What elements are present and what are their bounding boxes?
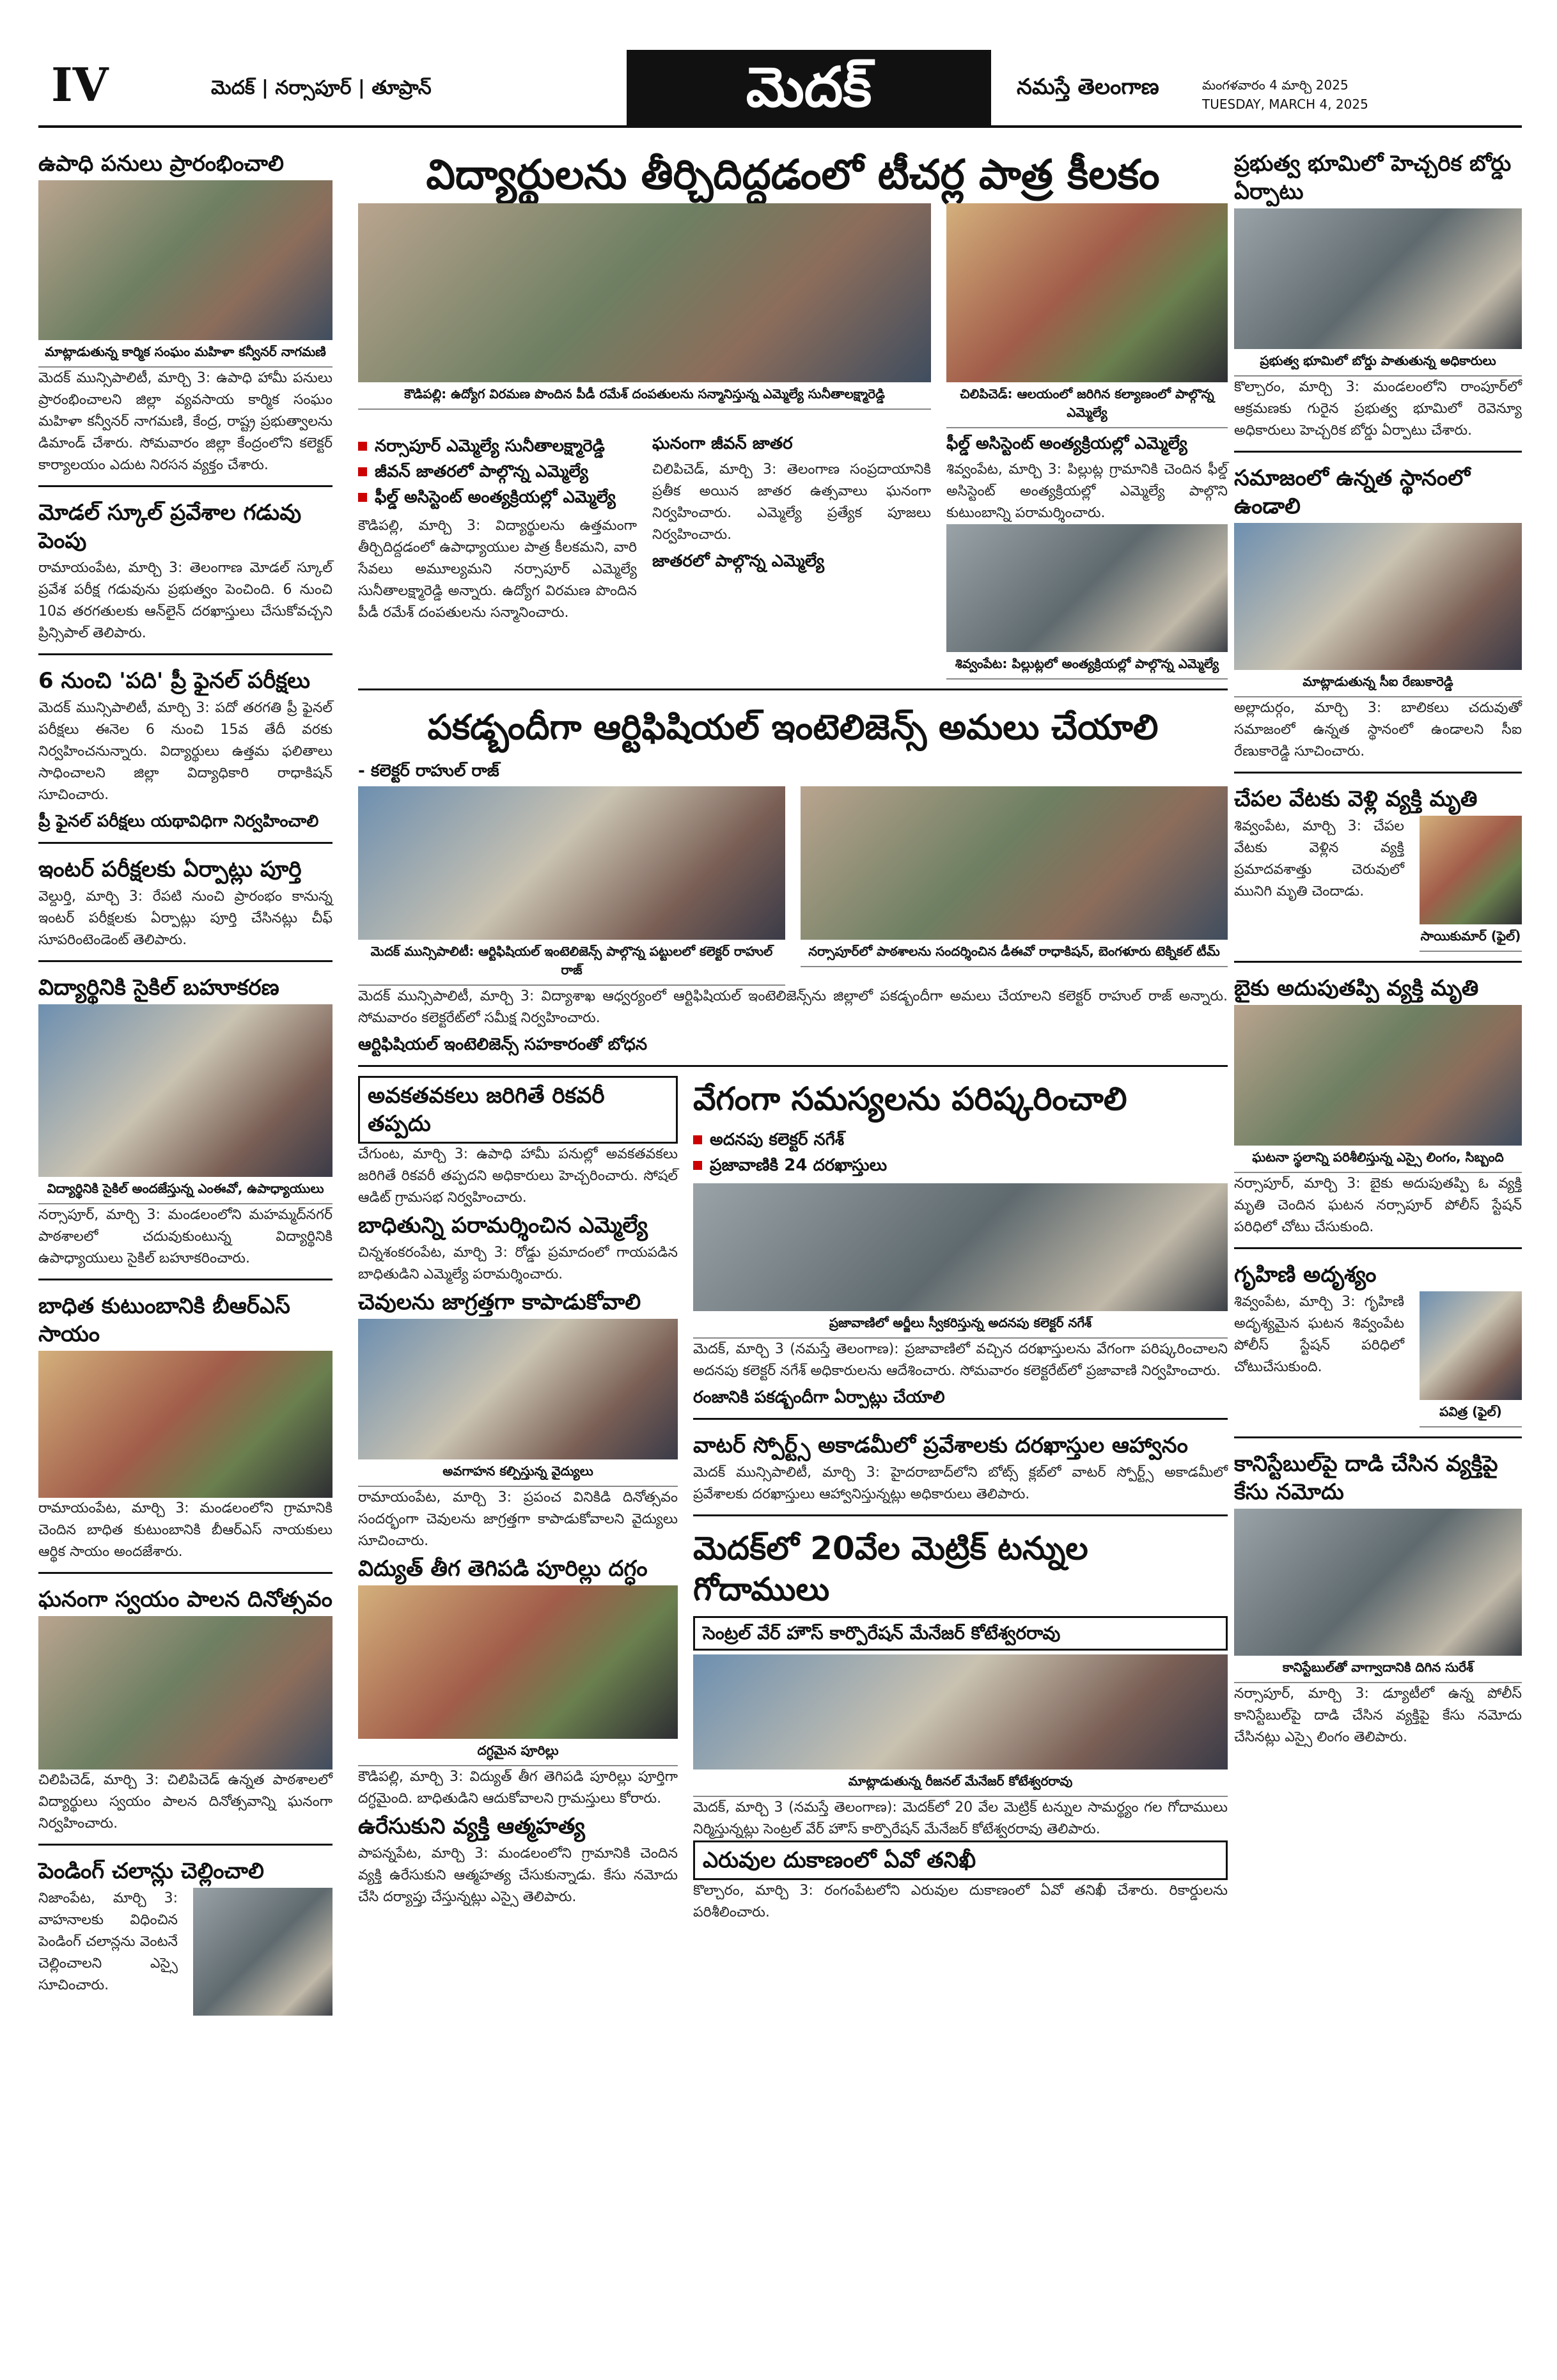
- divider: [1234, 451, 1522, 453]
- article-subhead: జాతరలో పాల్గొన్న ఎమ్మెల్యే: [652, 552, 825, 571]
- dateline: [1202, 75, 1368, 114]
- text-block: [358, 428, 637, 680]
- article-body: చిలిపిచెడ్, మార్చి 3: తెలంగాణ సంప్రదాయానికి ప్రతీక అయిన జాతర ఉత్సవాలు ఘనంగా నిర్వహించారు. ఎమ్మెల్యే ప్రత్యేక పూజలు నిర్వహించారు.: [652, 462, 931, 543]
- masthead: [38, 45, 1522, 128]
- article-body: శివ్వంపేట, మార్చి 3: చేపల వేటకు వెళ్లిన వ్యక్తి ప్రమాదవశాత్తు చెరువులో మునిగి మృతి చెందాడు.: [1234, 818, 1404, 899]
- article-body: మెదక్ మున్సిపాలిటీ, మార్చి 3: పదో తరగతి ప్రీ ఫైనల్ పరీక్షలు ఈనెల 6 నుంచి 15వ తేదీ వరకు నిర్వహించనున్నారు. విద్యార్థులు ఉత్తమ ఫలితాలు సాధించాలని జిల్లా విద్యాధికారి రాధాకిషన్ సూచించారు.: [38, 700, 333, 803]
- photo-caption: మాట్లాడుతున్న రీజనల్ మేనేజర్ కోటేశ్వరరావు: [693, 1769, 1228, 1797]
- article-body: శివ్వంపేట, మార్చి 3: పిల్లుట్ల గ్రామానికి చెందిన ఫీల్డ్ అసిస్టెంట్ అంత్యక్రియల్లో ఎమ్మెల్యే పాల్గొని కుటుంబాన్ని పరామర్శించారు.: [946, 462, 1228, 521]
- highlight-item: అదనపు కలెక్టర్ నగేశ్: [693, 1127, 1228, 1153]
- news-photo: [946, 203, 1228, 382]
- photo-caption: ప్రజావాణిలో అర్జీలు స్వీకరిస్తున్న అదనపు కలెక్టర్ నగేశ్: [693, 1311, 1228, 1339]
- divider: [1234, 1247, 1522, 1249]
- news-photo: [38, 1351, 333, 1498]
- page-number: IV: [51, 58, 109, 112]
- article-headline: గృహిణి అదృశ్యం: [1234, 1262, 1377, 1287]
- article-subhead: ప్రీ ఫైనల్ పరీక్షలు యథావిధిగా నిర్వహించాలి: [38, 812, 319, 831]
- article-headline: చేపల వేటకు వెళ్లి వ్యక్తి మృతి: [1234, 786, 1478, 812]
- date-english: TUESDAY, MARCH 4, 2025: [1202, 97, 1368, 112]
- article-headline: పకడ్బందీగా ఆర్టిఫిషియల్ ఇంటెలిజెన్స్ అమలు చేయాలి: [427, 707, 1159, 747]
- news-photo: [693, 1183, 1228, 1311]
- article-body: రామాయంపేట, మార్చి 3: ప్రపంచ వినికిడి దినోత్సవం సందర్భంగా చెవులను జాగ్రత్తగా కాపాడుకోవాలని వైద్యులు సూచించారు.: [358, 1489, 678, 1549]
- photo-caption: దగ్ధమైన పూరిల్లు: [358, 1739, 678, 1766]
- middle-column: [358, 147, 1228, 1924]
- divider: [38, 960, 333, 962]
- news-photo: [358, 786, 785, 940]
- photo-caption: మాట్లాడుతున్న సీఐ రేణుకారెడ్డి: [1234, 670, 1522, 697]
- article-headline: వాటర్ స్పోర్ట్స్ అకాడమీలో ప్రవేశాలకు దరఖాస్తుల ఆహ్వానం: [693, 1433, 1188, 1458]
- text-block: [652, 428, 931, 680]
- article-headline: ఎరువుల దుకాణంలో ఏవో తనిఖీ: [693, 1840, 1228, 1880]
- article-body: రామాయంపేట, మార్చి 3: తెలంగాణ మోడల్ స్కూల్ ప్రవేశ పరీక్ష గడువును ప్రభుత్వం పెంచింది. 6 నుంచి 10వ తరగతులకు ఆన్‌లైన్ దరఖాస్తులు చేసుకోవచ్చని ప్రిన్సిపాల్ తెలిపారు.: [38, 560, 333, 641]
- article-subhead: ఫీల్డ్ అసిస్టెంట్ అంత్యక్రియల్లో ఎమ్మెల్యే: [946, 434, 1187, 453]
- article-subhead: సెంట్రల్ వేర్ హౌస్ కార్పొరేషన్ మేనేజర్ కోటేశ్వరరావు: [693, 1616, 1228, 1651]
- article-body: అల్లాదుర్గం, మార్చి 3: బాలికలు చదువుతో సమాజంలో ఉన్నత స్థానంలో ఉండాలని సీఐ రేణుకారెడ్డి సూచించారు.: [1234, 700, 1522, 759]
- photo-block: [801, 786, 1228, 986]
- news-photo: [358, 1585, 678, 1739]
- news-photo: [38, 1616, 333, 1769]
- news-photo: [1234, 523, 1522, 670]
- divider: [693, 1514, 1228, 1516]
- news-photo: [38, 180, 333, 340]
- divider: [358, 1065, 1228, 1067]
- highlights-list: [693, 1127, 1228, 1178]
- divider: [38, 1572, 333, 1574]
- article-headline: పెండింగ్ చలాన్లు చెల్లించాలి: [38, 1858, 264, 1884]
- photo-caption: సాయికుమార్ (ఫైల్): [1420, 924, 1522, 952]
- article-headline: బైకు అదుపుతప్పి వ్యక్తి మృతి: [1234, 976, 1479, 1001]
- divider: [1234, 772, 1522, 774]
- article-body: నిజాంపేట, మార్చి 3: వాహనాలకు విధించిన పెండింగ్ చలాన్లను వెంటనే చెల్లించాలని ఎస్సై సూచించారు.: [38, 1890, 178, 1993]
- article-headline: మోడల్ స్కూల్ ప్రవేశాల గడువు పెంపు: [38, 500, 302, 554]
- highlight-item: నర్సాపూర్ ఎమ్మెల్యే సునీతాలక్ష్మారెడ్డి: [358, 433, 637, 459]
- highlight-item: ప్రజావాణికి 24 దరఖాస్తులు: [693, 1153, 1228, 1178]
- section-brand: మెదక్: [627, 50, 991, 125]
- article-body: చిన్నశంకరంపేట, మార్చి 3: రోడ్డు ప్రమాదంలో గాయపడిన బాధితుడిని ఎమ్మెల్యే పరామర్శించారు.: [358, 1245, 678, 1282]
- article-headline: ఇంటర్ పరీక్షలకు ఏర్పాట్లు పూర్తి: [38, 857, 302, 882]
- byline: - కలెక్టర్ రాహుల్ రాజ్: [358, 761, 499, 781]
- article-headline: మెదక్‌లో 20వేల మెట్రిక్ టన్నుల గోదాములు: [693, 1530, 1088, 1608]
- divider: [693, 1418, 1228, 1420]
- article-headline: కానిస్టేబుల్‌పై దాడి చేసిన వ్యక్తిపై కేసు నమోదు: [1234, 1451, 1498, 1505]
- news-photo: [1234, 1509, 1522, 1656]
- article-headline: విద్యుత్ తీగ తెగిపడి పూరిల్లు దగ్ధం: [358, 1556, 648, 1582]
- photo-block: [1420, 1291, 1522, 1427]
- divider: [38, 485, 333, 487]
- article-headline: వేగంగా సమస్యలను పరిష్కరించాలి: [693, 1080, 1127, 1117]
- photo-caption: శివ్వంపేట: పిల్లుట్లలో అంత్యక్రియల్లో పాల్గొన్న ఎమ్మెల్యే: [946, 652, 1228, 680]
- divider: [1234, 1436, 1522, 1438]
- article-body: మెదక్ మున్సిపాలిటీ, మార్చి 3: హైదరాబాద్‌లోని బోట్స్ క్లబ్‌లో వాటర్ స్పోర్ట్స్ అకాడమీలో ప్రవేశాలకు దరఖాస్తులు ఆహ్వానిస్తున్నట్లు అధికారులు తెలిపారు.: [693, 1465, 1228, 1502]
- article-body: కొల్చారం, మార్చి 3: రంగంపేటలోని ఎరువుల దుకాణంలో ఏవో తనిఖీ చేశారు. రికార్డులను పరిశీలించారు.: [693, 1883, 1228, 1920]
- article-body: మెదక్, మార్చి 3 (నమస్తే తెలంగాణ): ప్రజావాణిలో వచ్చిన దరఖాస్తులను వేగంగా పరిష్కరించాలని అదనపు కలెక్టర్ నగేశ్ అధికారులను ఆదేశించారు. సోమవారం కలెక్టరేట్‌లో ప్రజావాణి నిర్వహించారు.: [693, 1341, 1228, 1379]
- photo-caption: చిలిపిచెడ్: ఆలయంలో జరిగిన కల్యాణంలో పాల్గొన్న ఎమ్మెల్యే: [946, 382, 1228, 428]
- article-body: రామాయంపేట, మార్చి 3: మండలంలోని గ్రామానికి చెందిన బాధిత కుటుంబానికి బీఆర్‌ఎస్ నాయకులు ఆర్థిక సాయం అందజేశారు.: [38, 1500, 333, 1560]
- lead-photos: [358, 203, 1228, 428]
- newspaper-page: [38, 38, 1522, 2353]
- edition-label: మెదక్ | నర్సాపూర్ | తూప్రాన్: [211, 77, 432, 99]
- article-body: మెదక్ మున్సిపాలిటీ, మార్చి 3: ఉపాధి హామీ పనులు ప్రారంభించాలని జిల్లా వ్యవసాయ కార్మిక సంఘం మహిళా కన్వీనర్ నాగమణి, కేంద్ర, రాష్ట్ర ప్రభుత్వాలను డిమాండ్ చేశారు. సోమవారం జిల్లా కేంద్రంలోని కలెక్టర్ కార్యాలయం ఎదుట నిరసన వ్యక్తం చేశారు.: [38, 370, 333, 473]
- article-body: చేగుంట, మార్చి 3: ఉపాధి హామీ పనుల్లో అవకతవకలు జరిగితే రికవరీ తప్పదని అధికారులు హెచ్చరించారు. సోషల్ ఆడిట్ గ్రామసభ నిర్వహించారు.: [358, 1146, 678, 1206]
- article-body: కౌడిపల్లి, మార్చి 3: విద్యార్థులను ఉత్తమంగా తీర్చిదిద్దడంలో ఉపాధ్యాయుల పాత్ర కీలకమని, వారి సేవలు అమూల్యమని నర్సాపూర్ ఎమ్మెల్యే సునీతాలక్ష్మారెడ్డి అన్నారు. ఉద్యోగ విరమణ పొందిన పీడీ రమేశ్ దంపతులను సన్మానించారు.: [358, 518, 637, 621]
- photo-caption: విద్యార్థినికి సైకిల్ అందజేస్తున్న ఎంఈవో, ఉపాధ్యాయులు: [38, 1177, 333, 1204]
- photo-caption: కానిస్టేబుల్‌తో వాగ్వాదానికి దిగిన సురేశ్: [1234, 1656, 1522, 1683]
- article-body: శివ్వంపేట, మార్చి 3: గృహిణి అదృశ్యమైన ఘటన శివ్వంపేట పోలీస్ స్టేషన్ పరిధిలో చోటుచేసుకుంది.: [1234, 1294, 1404, 1375]
- article-subhead: ఆర్టిఫిషియల్ ఇంటెలిజెన్స్ సహకారంతో బోధన: [358, 1035, 648, 1054]
- paper-name: నమస్తే తెలంగాణ: [1017, 74, 1159, 100]
- photo-caption: పవిత్ర (ఫైల్): [1420, 1400, 1522, 1427]
- photo-block: [358, 786, 785, 986]
- news-photo: [946, 524, 1228, 652]
- divider: [1234, 961, 1522, 963]
- article-body: నర్సాపూర్, మార్చి 3: బైకు అదుపుతప్పి ఓ వ్యక్తి మృతి చెందిన ఘటన నర్సాపూర్ పోలీస్ స్టేషన్ పరిధిలో చోటు చేసుకుంది.: [1234, 1176, 1522, 1235]
- highlight-item: జీవన్ జాతరలో పాల్గొన్న ఎమ్మెల్యే: [358, 459, 637, 485]
- lower-row: [358, 1076, 1228, 1924]
- text-block: [946, 428, 1228, 680]
- article-headline: ఘనంగా స్వయం పాలన దినోత్సవం: [38, 1587, 333, 1612]
- photo-block: [946, 203, 1228, 428]
- article-headline: ఉపాధి పనులు ప్రారంభించాలి: [38, 151, 284, 176]
- divider: [38, 842, 333, 844]
- article-body: మెదక్ మున్సిపాలిటీ, మార్చి 3: విద్యాశాఖ ఆధ్వర్యంలో ఆర్టిఫిషియల్ ఇంటెలిజెన్స్‌ను జిల్లాలో పకడ్బందీగా అమలు చేయాలని కలెక్టర్ రాహుల్ రాజ్ అన్నారు. సోమవారం కలెక్టరేట్‌లో సమీక్ష నిర్వహించారు.: [358, 988, 1228, 1026]
- news-photo: [1234, 1005, 1522, 1146]
- article-headline: సమాజంలో ఉన్నత స్థానంలో ఉండాలి: [1234, 465, 1471, 519]
- article-body: చిలిపిచెడ్, మార్చి 3: చిలిపిచెడ్ ఉన్నత పాఠశాలలో విద్యార్థులు స్వయం పాలన దినోత్సవాన్ని ఘనంగా నిర్వహించారు.: [38, 1772, 333, 1832]
- lower-left: [358, 1076, 678, 1924]
- divider: [38, 653, 333, 655]
- date-telugu: మంగళవారం 4 మార్చి 2025: [1202, 77, 1349, 93]
- news-photo: [38, 1004, 333, 1177]
- article-headline: అవకతవకలు జరిగితే రికవరీ తప్పదు: [358, 1076, 678, 1144]
- article-row: [38, 1888, 333, 2016]
- portrait-photo: [1420, 1291, 1522, 1400]
- photo-caption: మెదక్ మున్సిపాలిటీ: ఆర్టిఫిషియల్ ఇంటెలిజెన్స్ పాల్గొన్న పట్టులలో కలెక్టర్ రాహుల్ రాజ్: [358, 940, 785, 986]
- news-photo: [693, 1654, 1228, 1769]
- news-photo: [1234, 208, 1522, 349]
- divider: [358, 688, 1228, 690]
- article-body: వెల్దుర్తి, మార్చి 3: రేపటి నుంచి ప్రారంభం కానున్న ఇంటర్ పరీక్షలకు ఏర్పాట్లు పూర్తి చేసినట్లు చీఫ్ సూపరింటెండెంట్ తెలిపారు.: [38, 889, 333, 948]
- left-column: [38, 147, 333, 2016]
- article-row: [358, 786, 1228, 986]
- highlights-list: [358, 433, 637, 510]
- photo-caption: ఘటనా స్థలాన్ని పరిశీలిస్తున్న ఎస్సై లింగం, సిబ్బంది: [1234, 1146, 1522, 1173]
- photo-caption: నర్సాపూర్‌లో పాఠశాలను సందర్శించిన డీఈవో రాధాకిషన్, బెంగళూరు టెక్నికల్ టీమ్: [801, 940, 1228, 967]
- article-headline: ప్రభుత్వ భూమిలో హెచ్చరిక బోర్డు ఏర్పాటు: [1234, 151, 1512, 205]
- article-subhead: రంజానికి పకడ్బందీగా ఏర్పాట్లు చేయాలి: [693, 1388, 945, 1407]
- article-headline: విద్యార్థినికి సైకిల్ బహూకరణ: [38, 975, 279, 1000]
- lead-headline: విద్యార్థులను తీర్చిదిద్దడంలో టీచర్ల పాత్ర కీలకం: [426, 152, 1160, 199]
- article-row: [1234, 816, 1522, 952]
- article-body: నర్సాపూర్, మార్చి 3: మండలంలోని మహమ్మద్‌నగర్ పాఠశాలలో చదువుకుంటున్న విద్యార్థినికి ఉపాధ్యాయులు సైకిల్ బహూకరించారు.: [38, 1207, 333, 1266]
- article-headline: ఉరేసుకుని వ్యక్తి ఆత్మహత్య: [358, 1814, 585, 1839]
- divider: [38, 1844, 333, 1846]
- news-photo: [358, 203, 931, 382]
- article-body: పాపన్నపేట, మార్చి 3: మండలంలోని గ్రామానికి చెందిన వ్యక్తి ఉరేసుకుని ఆత్మహత్య చేసుకున్నాడు. కేసు నమోదు చేసి దర్యాప్తు చేస్తున్నట్లు ఎస్సై తెలిపారు.: [358, 1846, 678, 1905]
- lead-text: [358, 428, 1228, 680]
- lower-right: [693, 1076, 1228, 1924]
- photo-caption: ప్రభుత్వ భూమిలో బోర్డు పాతుతున్న అధికారులు: [1234, 349, 1522, 377]
- news-photo: [358, 1319, 678, 1459]
- article-headline: బాధితున్ని పరామర్శించిన ఎమ్మెల్యే: [358, 1213, 648, 1238]
- photo-block: [1420, 816, 1522, 952]
- article-headline: బాధిత కుటుంబానికి బీఆర్‌ఎస్ సాయం: [38, 1293, 290, 1347]
- news-photo: [193, 1888, 333, 2016]
- article-body: నర్సాపూర్, మార్చి 3: డ్యూటీలో ఉన్న పోలీస్ కానిస్టేబుల్‌పై దాడి చేసిన వ్యక్తిపై కేసు నమోదు చేసినట్లు ఎస్సై లింగం తెలిపారు.: [1234, 1686, 1522, 1745]
- right-column: [1234, 147, 1522, 1748]
- photo-block: [358, 203, 931, 428]
- article-body: కొల్చారం, మార్చి 3: మండలంలోని రాంపూర్‌లో ఆక్రమణకు గురైన ప్రభుత్వ భూమిలో రెవెన్యూ అధికారులు హెచ్చరిక బోర్డు ఏర్పాటు చేశారు.: [1234, 379, 1522, 439]
- highlight-item: ఫీల్డ్ అసిస్టెంట్ అంత్యక్రియల్లో ఎమ్మెల్యే: [358, 485, 637, 510]
- portrait-photo: [1420, 816, 1522, 924]
- divider: [38, 1279, 333, 1280]
- article-row: [1234, 1291, 1522, 1427]
- article-body: మెదక్, మార్చి 3 (నమస్తే తెలంగాణ): మెదక్‌లో 20 వేల మెట్రిక్ టన్నుల సామర్థ్యం గల గోదాములు నిర్మిస్తున్నట్లు సెంట్రల్ వేర్ హౌస్ కార్పొరేషన్ మేనేజర్ కోటేశ్వరరావు తెలిపారు.: [693, 1800, 1228, 1837]
- article-headline: చెవులను జాగ్రత్తగా కాపాడుకోవాలి: [358, 1289, 641, 1315]
- news-photo: [801, 786, 1228, 940]
- photo-caption: మాట్లాడుతున్న కార్మిక సంఘం మహిళా కన్వీనర్ నాగమణి: [38, 340, 333, 368]
- photo-caption: కౌడిపల్లి: ఉద్యోగ విరమణ పొందిన పీడీ రమేశ్ దంపతులను సన్మానిస్తున్న ఎమ్మెల్యే సునీతాలక్ష్మారెడ్డి: [358, 382, 931, 410]
- photo-caption: అవగాహన కల్పిస్తున్న వైద్యులు: [358, 1459, 678, 1487]
- article-body: కౌడిపల్లి, మార్చి 3: విద్యుత్ తీగ తెగిపడి పూరిల్లు పూర్తిగా దగ్ధమైంది. బాధితుడిని ఆదుకోవాలని గ్రామస్తులు కోరారు.: [358, 1769, 678, 1807]
- article-subhead: ఘనంగా జీవన్ జాతర: [652, 434, 793, 453]
- article-headline: 6 నుంచి 'పది' ప్రీ ఫైనల్ పరీక్షలు: [38, 668, 311, 694]
